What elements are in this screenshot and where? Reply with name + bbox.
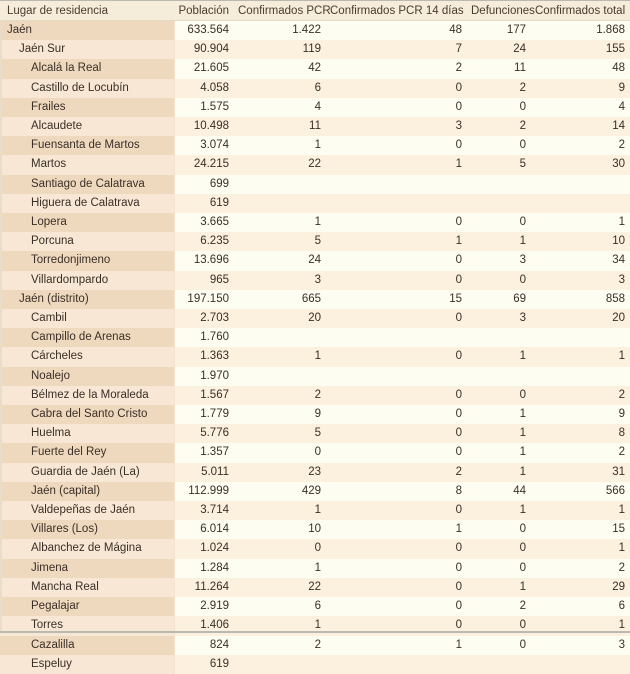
cell-poblacion: 1.406 xyxy=(174,616,234,635)
cell-confirmados-pcr: 6 xyxy=(234,79,326,98)
cell-confirmados-pcr-14-dias: 0 xyxy=(326,251,467,270)
cell-confirmados-total: 1 xyxy=(531,501,630,520)
cell-poblacion: 21.605 xyxy=(174,59,234,78)
cell-confirmados-total: 566 xyxy=(531,482,630,501)
cell-defunciones: 0 xyxy=(467,271,531,290)
table-row[interactable] xyxy=(0,405,630,424)
cell-place: Porcuna xyxy=(0,232,174,251)
cell-place: Cambil xyxy=(0,309,174,328)
cell-place: Jaén Sur xyxy=(0,40,174,59)
table-row[interactable] xyxy=(0,136,630,155)
cell-confirmados-total: 30 xyxy=(531,155,630,174)
cell-defunciones: 3 xyxy=(467,309,531,328)
cell-poblacion: 4.058 xyxy=(174,79,234,98)
table-row[interactable] xyxy=(0,21,630,41)
cell-confirmados-pcr: 0 xyxy=(234,539,326,558)
cell-poblacion: 11.264 xyxy=(174,578,234,597)
cell-poblacion: 1.779 xyxy=(174,405,234,424)
table-row[interactable] xyxy=(0,597,630,616)
cell-confirmados-pcr-14-dias: 0 xyxy=(326,424,467,443)
cell-poblacion: 13.696 xyxy=(174,251,234,270)
cell-confirmados-total: 31 xyxy=(531,463,630,482)
table-row[interactable] xyxy=(0,347,630,366)
cell-confirmados-pcr-14-dias: 3 xyxy=(326,117,467,136)
cell-place: Alcaudete xyxy=(0,117,174,136)
cell-place: Cárcheles xyxy=(0,347,174,366)
cell-place: Albanchez de Mágina xyxy=(0,539,174,558)
cell-confirmados-pcr-14-dias xyxy=(326,328,467,347)
cell-confirmados-total: 34 xyxy=(531,251,630,270)
cell-confirmados-pcr: 2 xyxy=(234,636,326,655)
cell-poblacion: 90.904 xyxy=(174,40,234,59)
cell-confirmados-total: 15 xyxy=(531,520,630,539)
cell-confirmados-total: 1 xyxy=(531,213,630,232)
cell-poblacion: 619 xyxy=(174,194,234,213)
cell-defunciones: 0 xyxy=(467,386,531,405)
cell-confirmados-total: 1 xyxy=(531,616,630,635)
table-row[interactable] xyxy=(0,655,630,674)
cell-poblacion: 197.150 xyxy=(174,290,234,309)
left-border-rule xyxy=(0,20,2,633)
column-header-poblacion[interactable]: Población xyxy=(174,1,234,21)
cell-place: Campillo de Arenas xyxy=(0,328,174,347)
cell-confirmados-total: 1.868 xyxy=(531,21,630,41)
table-row[interactable] xyxy=(0,98,630,117)
cell-confirmados-pcr: 6 xyxy=(234,597,326,616)
cell-confirmados-pcr-14-dias: 48 xyxy=(326,21,467,41)
cell-place: Bélmez de la Moraleda xyxy=(0,386,174,405)
table-body xyxy=(0,21,630,674)
cell-place: Guardia de Jaén (La) xyxy=(0,463,174,482)
table-row[interactable] xyxy=(0,232,630,251)
cell-confirmados-pcr-14-dias: 1 xyxy=(326,636,467,655)
cell-poblacion: 24.215 xyxy=(174,155,234,174)
cell-confirmados-total: 1 xyxy=(531,539,630,558)
cell-defunciones: 1 xyxy=(467,347,531,366)
cell-defunciones: 1 xyxy=(467,578,531,597)
cell-place: Fuensanta de Martos xyxy=(0,136,174,155)
table-row[interactable] xyxy=(0,578,630,597)
cell-place: Villardompardo xyxy=(0,271,174,290)
table-row[interactable] xyxy=(0,40,630,59)
cell-defunciones: 2 xyxy=(467,117,531,136)
cell-defunciones xyxy=(467,655,531,674)
cell-defunciones: 5 xyxy=(467,155,531,174)
cell-confirmados-pcr: 10 xyxy=(234,520,326,539)
cell-confirmados-pcr: 24 xyxy=(234,251,326,270)
cell-confirmados-total: 1 xyxy=(531,347,630,366)
cell-confirmados-pcr-14-dias: 0 xyxy=(326,213,467,232)
cell-confirmados-pcr: 22 xyxy=(234,155,326,174)
cell-confirmados-total: 155 xyxy=(531,40,630,59)
cell-defunciones xyxy=(467,175,531,194)
cell-confirmados-total: 2 xyxy=(531,136,630,155)
cell-place: Villares (Los) xyxy=(0,520,174,539)
table-row[interactable] xyxy=(0,251,630,270)
cell-confirmados-pcr: 0 xyxy=(234,443,326,462)
cell-place: Alcalá la Real xyxy=(0,59,174,78)
cell-place: Lopera xyxy=(0,213,174,232)
cell-defunciones: 3 xyxy=(467,251,531,270)
cell-confirmados-total: 2 xyxy=(531,443,630,462)
cell-poblacion: 3.665 xyxy=(174,213,234,232)
cell-confirmados-pcr: 5 xyxy=(234,232,326,251)
table-row[interactable] xyxy=(0,155,630,174)
cell-place: Jaén xyxy=(0,21,174,41)
table-row[interactable] xyxy=(0,117,630,136)
cell-confirmados-pcr: 22 xyxy=(234,578,326,597)
cell-poblacion: 965 xyxy=(174,271,234,290)
cell-confirmados-pcr-14-dias: 0 xyxy=(326,271,467,290)
cell-confirmados-total: 20 xyxy=(531,309,630,328)
cell-confirmados-pcr-14-dias: 1 xyxy=(326,520,467,539)
cell-poblacion: 3.074 xyxy=(174,136,234,155)
cell-poblacion: 2.703 xyxy=(174,309,234,328)
cell-confirmados-total: 29 xyxy=(531,578,630,597)
column-header-confirmados-pcr[interactable]: Confirmados PCR xyxy=(234,1,326,21)
cell-poblacion: 112.999 xyxy=(174,482,234,501)
cell-confirmados-total xyxy=(531,655,630,674)
cell-confirmados-total: 3 xyxy=(531,271,630,290)
cell-confirmados-total: 2 xyxy=(531,386,630,405)
cell-place: Cazalilla xyxy=(0,636,174,655)
cell-confirmados-total xyxy=(531,175,630,194)
cell-confirmados-pcr-14-dias: 2 xyxy=(326,59,467,78)
cell-defunciones: 1 xyxy=(467,424,531,443)
cell-confirmados-pcr xyxy=(234,367,326,386)
cell-place: Fuerte del Rey xyxy=(0,443,174,462)
cell-confirmados-pcr-14-dias: 0 xyxy=(326,309,467,328)
table-row[interactable] xyxy=(0,328,630,347)
table-row[interactable] xyxy=(0,79,630,98)
table-row[interactable] xyxy=(0,482,630,501)
table-row[interactable] xyxy=(0,194,630,213)
cell-place: Jimena xyxy=(0,559,174,578)
cell-confirmados-pcr xyxy=(234,175,326,194)
cell-confirmados-pcr: 429 xyxy=(234,482,326,501)
cell-defunciones: 0 xyxy=(467,520,531,539)
cell-poblacion: 1.575 xyxy=(174,98,234,117)
cell-confirmados-total: 858 xyxy=(531,290,630,309)
cell-confirmados-pcr: 1 xyxy=(234,559,326,578)
cell-confirmados-total: 9 xyxy=(531,405,630,424)
cell-confirmados-pcr: 23 xyxy=(234,463,326,482)
cell-defunciones: 1 xyxy=(467,501,531,520)
cell-confirmados-pcr-14-dias xyxy=(326,655,467,674)
cell-confirmados-pcr: 1 xyxy=(234,616,326,635)
cell-defunciones: 2 xyxy=(467,597,531,616)
cell-confirmados-total xyxy=(531,328,630,347)
cell-confirmados-pcr-14-dias: 0 xyxy=(326,597,467,616)
cell-confirmados-pcr-14-dias xyxy=(326,367,467,386)
cell-poblacion: 6.235 xyxy=(174,232,234,251)
cell-confirmados-pcr-14-dias: 0 xyxy=(326,347,467,366)
cell-place: Valdepeñas de Jaén xyxy=(0,501,174,520)
cell-defunciones xyxy=(467,367,531,386)
cell-confirmados-total: 48 xyxy=(531,59,630,78)
cell-defunciones: 24 xyxy=(467,40,531,59)
cell-defunciones: 0 xyxy=(467,636,531,655)
cell-poblacion: 633.564 xyxy=(174,21,234,41)
cell-poblacion: 824 xyxy=(174,636,234,655)
cell-place: Espeluy xyxy=(0,655,174,674)
cell-confirmados-total: 2 xyxy=(531,559,630,578)
cell-poblacion: 2.919 xyxy=(174,597,234,616)
cell-defunciones: 1 xyxy=(467,232,531,251)
table-row[interactable] xyxy=(0,59,630,78)
cell-confirmados-pcr-14-dias: 2 xyxy=(326,463,467,482)
table-row[interactable] xyxy=(0,463,630,482)
cell-confirmados-pcr: 4 xyxy=(234,98,326,117)
cell-confirmados-pcr: 119 xyxy=(234,40,326,59)
cell-poblacion: 5.011 xyxy=(174,463,234,482)
column-header-confirmados-pcr-14-dias[interactable]: Confirmados PCR 14 días xyxy=(326,1,467,21)
cell-confirmados-total: 3 xyxy=(531,636,630,655)
cell-confirmados-pcr-14-dias: 0 xyxy=(326,98,467,117)
table-row[interactable] xyxy=(0,424,630,443)
table-row[interactable] xyxy=(0,443,630,462)
column-header-defunciones[interactable]: Defunciones xyxy=(467,1,531,21)
cell-poblacion: 1.567 xyxy=(174,386,234,405)
cell-place: Martos xyxy=(0,155,174,174)
table-row[interactable] xyxy=(0,213,630,232)
cell-poblacion: 10.498 xyxy=(174,117,234,136)
table-row[interactable] xyxy=(0,386,630,405)
cell-confirmados-pcr: 665 xyxy=(234,290,326,309)
cell-place: Castillo de Locubín xyxy=(0,79,174,98)
cell-confirmados-pcr xyxy=(234,194,326,213)
cell-place: Santiago de Calatrava xyxy=(0,175,174,194)
cell-confirmados-total: 10 xyxy=(531,232,630,251)
cell-place: Torredonjimeno xyxy=(0,251,174,270)
bottom-border-rule xyxy=(0,631,630,633)
cell-confirmados-pcr: 2 xyxy=(234,386,326,405)
cell-defunciones: 69 xyxy=(467,290,531,309)
cell-defunciones xyxy=(467,328,531,347)
cell-confirmados-pcr: 42 xyxy=(234,59,326,78)
cell-confirmados-pcr xyxy=(234,328,326,347)
cell-poblacion: 1.284 xyxy=(174,559,234,578)
cell-confirmados-pcr-14-dias: 0 xyxy=(326,501,467,520)
cell-confirmados-pcr: 1.422 xyxy=(234,21,326,41)
cell-confirmados-pcr: 1 xyxy=(234,347,326,366)
cell-poblacion: 1.970 xyxy=(174,367,234,386)
table-header xyxy=(0,1,630,21)
table-row[interactable] xyxy=(0,520,630,539)
cell-defunciones: 2 xyxy=(467,79,531,98)
table-row[interactable] xyxy=(0,367,630,386)
cell-confirmados-pcr-14-dias: 15 xyxy=(326,290,467,309)
cell-place: Higuera de Calatrava xyxy=(0,194,174,213)
cell-confirmados-pcr-14-dias: 0 xyxy=(326,79,467,98)
cell-defunciones: 0 xyxy=(467,136,531,155)
cell-confirmados-pcr-14-dias: 0 xyxy=(326,616,467,635)
cell-confirmados-total: 14 xyxy=(531,117,630,136)
cell-confirmados-pcr: 3 xyxy=(234,271,326,290)
cell-defunciones xyxy=(467,194,531,213)
cell-defunciones: 177 xyxy=(467,21,531,41)
cell-confirmados-pcr-14-dias: 0 xyxy=(326,405,467,424)
cell-defunciones: 1 xyxy=(467,405,531,424)
cell-poblacion: 6.014 xyxy=(174,520,234,539)
cell-confirmados-pcr: 1 xyxy=(234,213,326,232)
cell-poblacion: 5.776 xyxy=(174,424,234,443)
cell-place: Cabra del Santo Cristo xyxy=(0,405,174,424)
cell-place: Jaén (capital) xyxy=(0,482,174,501)
cell-confirmados-pcr-14-dias: 1 xyxy=(326,232,467,251)
cell-confirmados-pcr: 1 xyxy=(234,501,326,520)
cell-poblacion: 3.714 xyxy=(174,501,234,520)
cell-confirmados-total: 9 xyxy=(531,79,630,98)
table-row[interactable] xyxy=(0,501,630,520)
cell-defunciones: 0 xyxy=(467,213,531,232)
table-row[interactable] xyxy=(0,271,630,290)
cell-confirmados-total: 4 xyxy=(531,98,630,117)
cell-place: Torres xyxy=(0,616,174,635)
cell-poblacion: 699 xyxy=(174,175,234,194)
cell-place: Pegalajar xyxy=(0,597,174,616)
cell-place: Huelma xyxy=(0,424,174,443)
cell-poblacion: 1.363 xyxy=(174,347,234,366)
cell-defunciones: 0 xyxy=(467,98,531,117)
cell-confirmados-pcr: 9 xyxy=(234,405,326,424)
cell-place: Jaén (distrito) xyxy=(0,290,174,309)
column-header-confirmados-total[interactable]: Confirmados total xyxy=(531,1,630,21)
cell-confirmados-pcr: 1 xyxy=(234,136,326,155)
cell-place: Mancha Real xyxy=(0,578,174,597)
cell-defunciones: 1 xyxy=(467,443,531,462)
table-header-row xyxy=(0,1,630,21)
cell-confirmados-total: 8 xyxy=(531,424,630,443)
cell-poblacion: 1.760 xyxy=(174,328,234,347)
cell-place: Frailes xyxy=(0,98,174,117)
cell-defunciones: 1 xyxy=(467,463,531,482)
cell-confirmados-pcr-14-dias: 0 xyxy=(326,386,467,405)
cell-defunciones: 0 xyxy=(467,616,531,635)
cell-confirmados-pcr-14-dias: 0 xyxy=(326,559,467,578)
cell-defunciones: 0 xyxy=(467,559,531,578)
cell-confirmados-pcr: 20 xyxy=(234,309,326,328)
cell-confirmados-pcr xyxy=(234,655,326,674)
cell-confirmados-total xyxy=(531,194,630,213)
cell-confirmados-pcr-14-dias: 0 xyxy=(326,136,467,155)
cell-confirmados-total: 6 xyxy=(531,597,630,616)
cell-confirmados-pcr-14-dias: 8 xyxy=(326,482,467,501)
cell-confirmados-pcr-14-dias: 0 xyxy=(326,443,467,462)
cell-defunciones: 44 xyxy=(467,482,531,501)
cell-confirmados-pcr-14-dias: 0 xyxy=(326,539,467,558)
cell-confirmados-total xyxy=(531,367,630,386)
table-row[interactable] xyxy=(0,309,630,328)
column-header-place[interactable]: Lugar de residencia xyxy=(0,1,174,21)
cell-defunciones: 11 xyxy=(467,59,531,78)
cell-place: Noalejo xyxy=(0,367,174,386)
table-row[interactable] xyxy=(0,559,630,578)
table-row[interactable] xyxy=(0,175,630,194)
table-row[interactable] xyxy=(0,636,630,655)
cell-confirmados-pcr-14-dias: 1 xyxy=(326,155,467,174)
cell-confirmados-pcr-14-dias xyxy=(326,175,467,194)
table-row[interactable] xyxy=(0,539,630,558)
cell-defunciones: 0 xyxy=(467,539,531,558)
cell-confirmados-pcr-14-dias xyxy=(326,194,467,213)
cell-confirmados-pcr-14-dias: 0 xyxy=(326,578,467,597)
cell-poblacion: 619 xyxy=(174,655,234,674)
cell-poblacion: 1.357 xyxy=(174,443,234,462)
table-row[interactable] xyxy=(0,290,630,309)
cell-poblacion: 1.024 xyxy=(174,539,234,558)
cell-confirmados-pcr: 5 xyxy=(234,424,326,443)
cell-confirmados-pcr: 11 xyxy=(234,117,326,136)
cell-confirmados-pcr-14-dias: 7 xyxy=(326,40,467,59)
